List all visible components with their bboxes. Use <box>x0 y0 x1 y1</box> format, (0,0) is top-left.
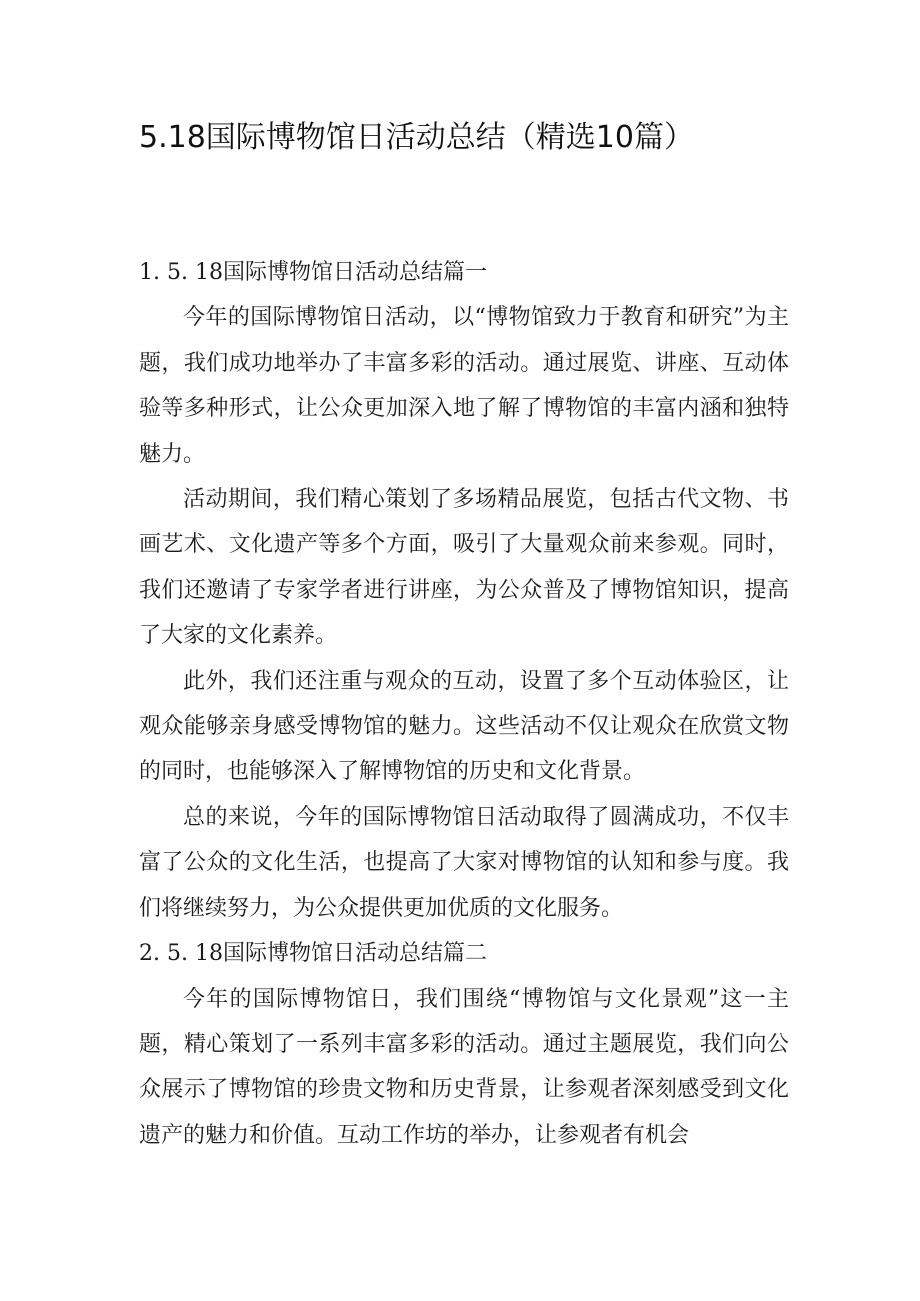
paragraph: 总的来说，今年的国际博物馆日活动取得了圆满成功，不仅丰富了公众的文化生活，也提高了大家对博物馆的认知和参与度。我们将继续努力，为公众提供更加优质的文化服务。 <box>139 804 789 921</box>
paragraph: 今年的国际博物馆日，我们围绕“博物馆与文化景观”这一主题，精心策划了一系列丰富多彩的活动。通过主题展览，我们向公众展示了博物馆的珍贵文物和历史背景，让参观者深刻感受到文化遗产的魅力和价值。互动工作坊的举办，让参观者有机会 <box>139 986 789 1148</box>
section-2 <box>139 931 789 1158</box>
document-body <box>139 250 789 1158</box>
paragraph: 今年的国际博物馆日活动，以“博物馆致力于教育和研究”为主题，我们成功地举办了丰富多彩的活动。通过展览、讲座、互动体验等多种形式，让公众更加深入地了解了博物馆的丰富内涵和独特魅力。 <box>139 305 789 467</box>
section-heading: 1. 5. 18国际博物馆日活动总结篇一 <box>139 260 487 285</box>
section-1 <box>139 250 789 931</box>
section-heading: 2. 5. 18国际博物馆日活动总结篇二 <box>139 941 487 967</box>
paragraph: 此外，我们还注重与观众的互动，设置了多个互动体验区，让观众能够亲身感受博物馆的魅力。这些活动不仅让观众在欣赏文物的同时，也能够深入了解博物馆的历史和文化背景。 <box>139 668 789 785</box>
document-title: 5.18国际博物馆日活动总结（精选10篇） <box>139 120 694 155</box>
paragraph: 活动期间，我们精心策划了多场精品展览，包括古代文物、书画艺术、文化遗产等多个方面，吸引了大量观众前来参观。同时，我们还邀请了专家学者进行讲座，为公众普及了博物馆知识，提高了大家的文化素养。 <box>139 487 789 649</box>
